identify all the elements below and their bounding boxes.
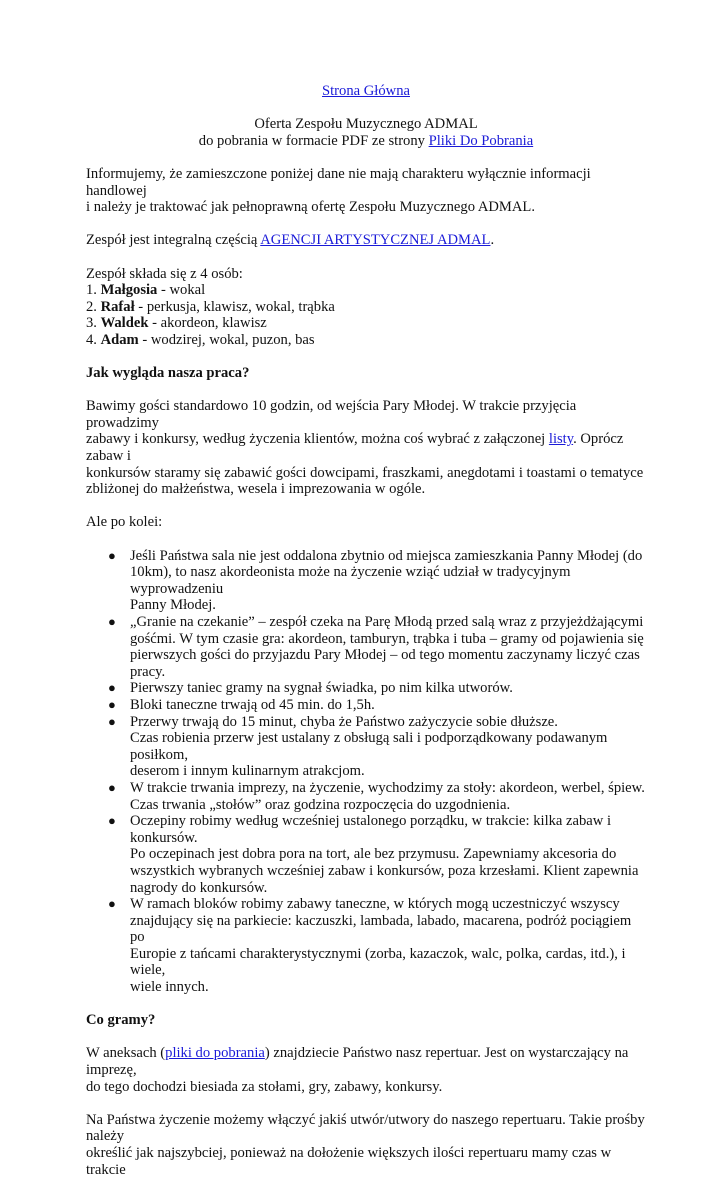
member-item: 2. Rafał - perkusja, klawisz, wokal, trąbka [86,298,335,315]
member-item: 1. Małgosia - wokal [86,282,206,299]
list-item: ● Oczepiny robimy według wcześniej ustalonego porządku, w trakcie: kilka zabaw i konkursów. Po oczepinach jest dobra pora na tort, ale bez przymusu. Zapewniamy akcesoria do wszystkich wybranych wcześniej zabaw i konkursów, poza krzesłami. Klient zapewnia nagrody do konkursów. [108,813,639,896]
step-intro: Ale po kolei: [86,514,163,531]
list-item: ● W trakcie trwania imprezy, na życzenie, wychodzimy za stoły: akordeon, werbel, śpiew. Czas trwania „stołów” oraz godzina rozpoczęcia do uzgodnienia. [108,779,645,813]
agency-paragraph: Zespół jest integralną częścią AGENCJI ARTYSTYCZNEJ ADMAL. [86,232,495,249]
member-item: 4. Adam - wodzirej, wokal, puzon, bas [86,331,315,348]
list-item: ● W ramach bloków robimy zabawy taneczne, w których mogą uczestniczyć wszyscy znajdujący się na parkiecie: kaczuszki, lambada, labado, macarena, podróż pociągiem po Europie z tańcami charakterystycznymi (zorba, kazaczok, walc, polka, cardas, itd.), i wiele, wiele innych. [108,896,632,996]
list-item: ● Pierwszy taniec gramy na sygnał świadka, po nim kilka utworów. [108,680,513,697]
home-link-line [86,83,646,100]
bullet-icon: ● [108,813,116,829]
bullet-icon: ● [108,547,116,563]
downloads-link[interactable]: Pliki Do Pobrania [428,132,534,149]
work-heading: Jak wygląda nasza praca? [86,365,250,382]
bullet-icon: ● [108,614,116,629]
bullet-icon: ● [108,896,116,912]
members-intro: Zespół składa się z 4 osób: [86,265,243,282]
repertoire-paragraph: W aneksach (pliki do pobrania) znajdziecie Państwo nasz repertuar. Jest on wystarczający na imprezę, do tego dochodzi biesiada za stołami, gry, zabawy, konkursy. [86,1045,629,1095]
offer-title: Oferta Zespołu Muzycznego ADMAL [254,116,478,133]
list-item: ● Jeśli Państwa sala nie jest oddalona zbytnio od miejsca zamieszkania Panny Młodej (do 10km), to nasz akordeonista może na życzenie wziąć udział w tradycyjnym wyprowadzeniu Panny Młodej. [108,547,643,614]
bullet-icon: ● [108,713,116,729]
bullet-icon: ● [108,779,116,795]
bullet-icon: ● [108,680,116,696]
offer-subtitle: do pobrania w formacie PDF ze strony Pliki Do Pobrania [198,132,534,149]
list-link[interactable]: listy [548,431,574,448]
details-list [86,548,646,996]
bullet-icon: ● [108,696,116,712]
home-link[interactable]: Strona Główna [322,83,410,99]
members-list [86,282,646,348]
requests-paragraph: Na Państwa życzenie możemy włączyć jakiś utwór/utwory do naszego repertuaru. Takie prośby należy określić jak najszybciej, ponieważ na dołożenie większych ilości repertuaru mamy czas w trakcie [86,1111,645,1178]
repertoire-downloads-link[interactable]: pliki do pobrania [165,1045,265,1062]
document-page [86,83,646,1178]
agency-link[interactable]: AGENCJI ARTYSTYCZNEJ ADMAL [260,232,491,249]
list-item: ● „Granie na czekanie” – zespół czeka na Parę Młodą przed salą wraz z przyjeżdżającymi gośćmi. W tym czasie gra: akordeon, tamburyn, trąbka i tuba – gramy od pojawienia się pierwszych gości do przyjazdu Pary Młodej – od tego momentu zaczynamy liczyć czas pracy. [108,614,644,680]
list-item: ● Przerwy trwają do 15 minut, chyba że Państwo zażyczycie sobie dłuższe. Czas robienia przerw jest ustalany z obsługą sali i podporządkowany podawanym posiłkom, deserom i innym kulinarnym atrakcjom. [108,713,608,780]
member-item: 3. Waldek - akordeon, klawisz [86,315,267,332]
intro-paragraph: Informujemy, że zamieszczone poniżej dane nie mają charakteru wyłącznie informacji handlowej i należy je traktować jak pełnoprawną ofertę Zespołu Muzycznego ADMAL. [86,165,591,216]
list-item: ● Bloki taneczne trwają od 45 min. do 1,5h. [108,696,375,713]
repertoire-heading: Co gramy? [86,1012,156,1029]
work-paragraph: Bawimy gości standardowo 10 godzin, od wejścia Pary Młodej. W trakcie przyjęcia prowadzimy zabawy i konkursy, według życzenia klientów, można coś wybrać z załączonej listy. Oprócz zabaw i konkursów staramy się zabawić gości dowcipami, fraszkami, anegdotami i toastami o tematyce zbliżonej do małżeństwa, wesela i imprezowania w ogóle. [86,398,644,498]
